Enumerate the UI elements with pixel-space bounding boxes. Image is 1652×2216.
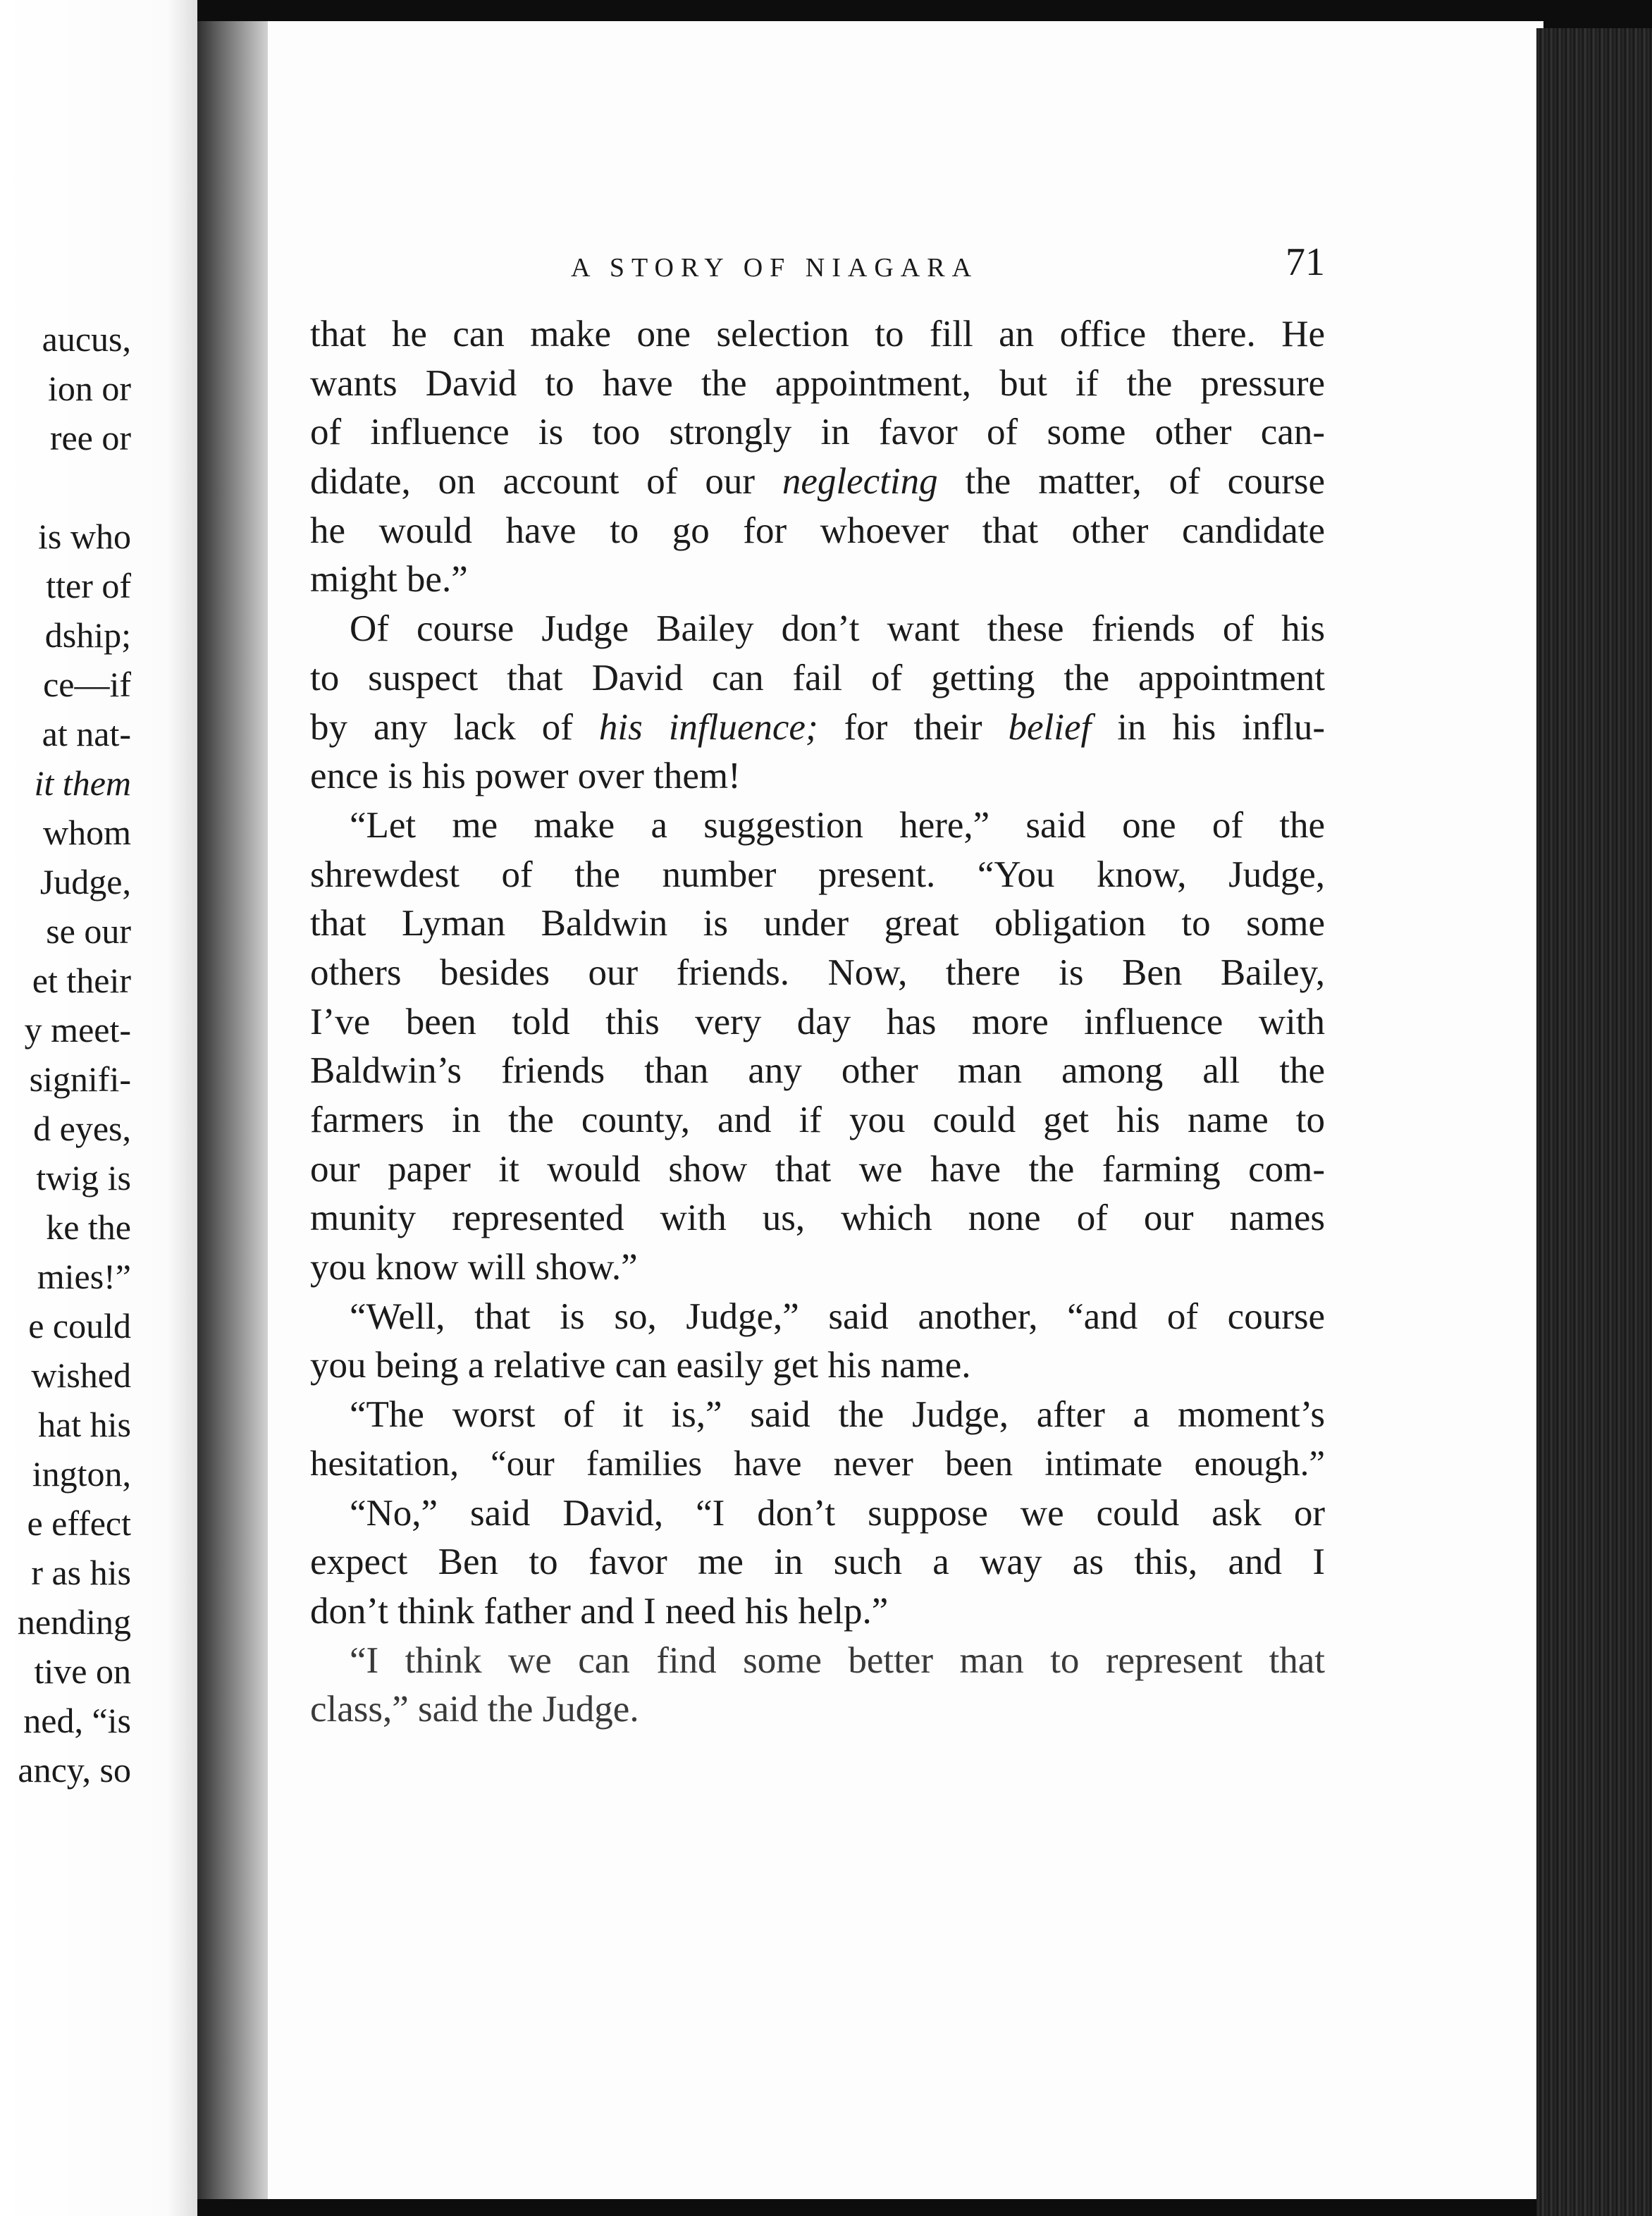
left-fragment-line: e could [28,1306,131,1346]
text-line: by any lack of his influence; for their belief in his influ- [310,706,1325,748]
page-header [571,240,1325,296]
text-line: shrewdest of the number present. “You know, Judge, [310,854,1325,895]
left-fragment-line: tive on [34,1651,131,1691]
text-line: farmers in the county, and if you could get his name to [310,1100,1325,1140]
left-fragment-line: ree or [49,418,131,457]
emphasis: his influence; [598,706,818,748]
body-text [310,310,1325,1735]
left-fragment-line: whom [43,813,131,852]
text-line: I’ve been told this very day has more influence with [310,1001,1325,1042]
left-fragment-line: tter of [46,566,131,605]
text-line: he would have to go for whoever that other candidate [310,510,1325,551]
left-fragment-line: ce—if [43,665,131,704]
left-fragment-line: y meet- [24,1010,131,1049]
left-fragment-line: e effect [27,1503,131,1543]
text-line: don’t think father and I need his help.” [310,1590,889,1632]
left-fragment-line: signifi- [29,1059,131,1099]
left-fragment-line: dship; [44,615,131,655]
left-fragment-line: it them [34,763,131,803]
text-line: “Well, that is so, Judge,” said another, “and of course [350,1295,1325,1337]
text-line: our paper it would show that we have the farming com- [310,1148,1325,1190]
left-fragment-line: twig is [36,1158,131,1198]
text-line: of influence is too strongly in favor of some other can- [310,412,1325,453]
text-line: ence is his power over them! [310,756,741,797]
text-line: that he can make one selection to fill an office there. He [310,314,1325,355]
text-line: “Let me make a suggestion here,” said one of the [350,804,1325,846]
text-line: “The worst of it is,” said the Judge, after a moment’s [350,1394,1325,1436]
page-edges [1536,28,1652,2216]
text-line: munity represented with us, which none of our names [310,1198,1325,1239]
text-line: wants David to have the appointment, but if the pressure [310,362,1325,404]
left-fragment-line: aucus, [42,319,131,359]
left-fragment-line: et their [32,961,131,1000]
left-fragment-line: mies!” [37,1257,131,1296]
text-line: “No,” said David, “I don’t suppose we could ask or [350,1492,1325,1534]
text-line: you being a relative can easily get his name. [310,1345,971,1386]
text-line: that Lyman Baldwin is under great obligation to some [310,903,1325,944]
left-fragment-line: ke the [46,1207,131,1247]
text-line: to suspect that David can fail of getting the appointment [310,657,1325,698]
text-line: hesitation, “our families have never been intimate enough.” [310,1444,1325,1484]
text-line: Of course Judge Bailey don’t want these friends of his [350,608,1325,650]
running-head: A STORY OF NIAGARA [571,253,979,283]
left-fragment-line: ion or [47,369,131,408]
text-line: didate, on account of our neglecting the matter, of course [310,461,1325,503]
text-line: “I think we can find some better man to represent that [350,1639,1325,1681]
left-fragment-line: ington, [32,1454,131,1494]
text-line: class,” said the Judge. [310,1689,639,1730]
text-line: expect Ben to favor me in such a way as this, and I [310,1541,1325,1583]
text-line: others besides our friends. Now, there is Ben Bailey, [310,952,1325,993]
left-fragment-line: se our [46,911,131,951]
left-fragment-line: is who [38,517,131,556]
text-line: you know will show.” [310,1247,638,1288]
page-number: 71 [1286,240,1325,284]
emphasis: neglecting [782,461,938,503]
left-fragment-line: ancy, so [18,1750,131,1790]
left-fragment-line: ned, “is [23,1701,131,1740]
left-fragment-line: hat his [38,1405,131,1444]
left-fragment-line: at nat- [42,714,131,753]
left-fragment-line: Judge, [39,862,131,901]
left-fragment-line: nending [17,1602,131,1642]
left-fragment-line: r as his [31,1553,131,1592]
text-line: might be.” [310,559,468,601]
left-fragment-line: d eyes, [33,1109,131,1148]
left-fragment-line: wished [31,1355,131,1395]
text-line: Baldwin’s friends than any other man among all the [310,1050,1325,1092]
left-page-fragment [0,0,197,2216]
emphasis: belief [1008,706,1092,748]
